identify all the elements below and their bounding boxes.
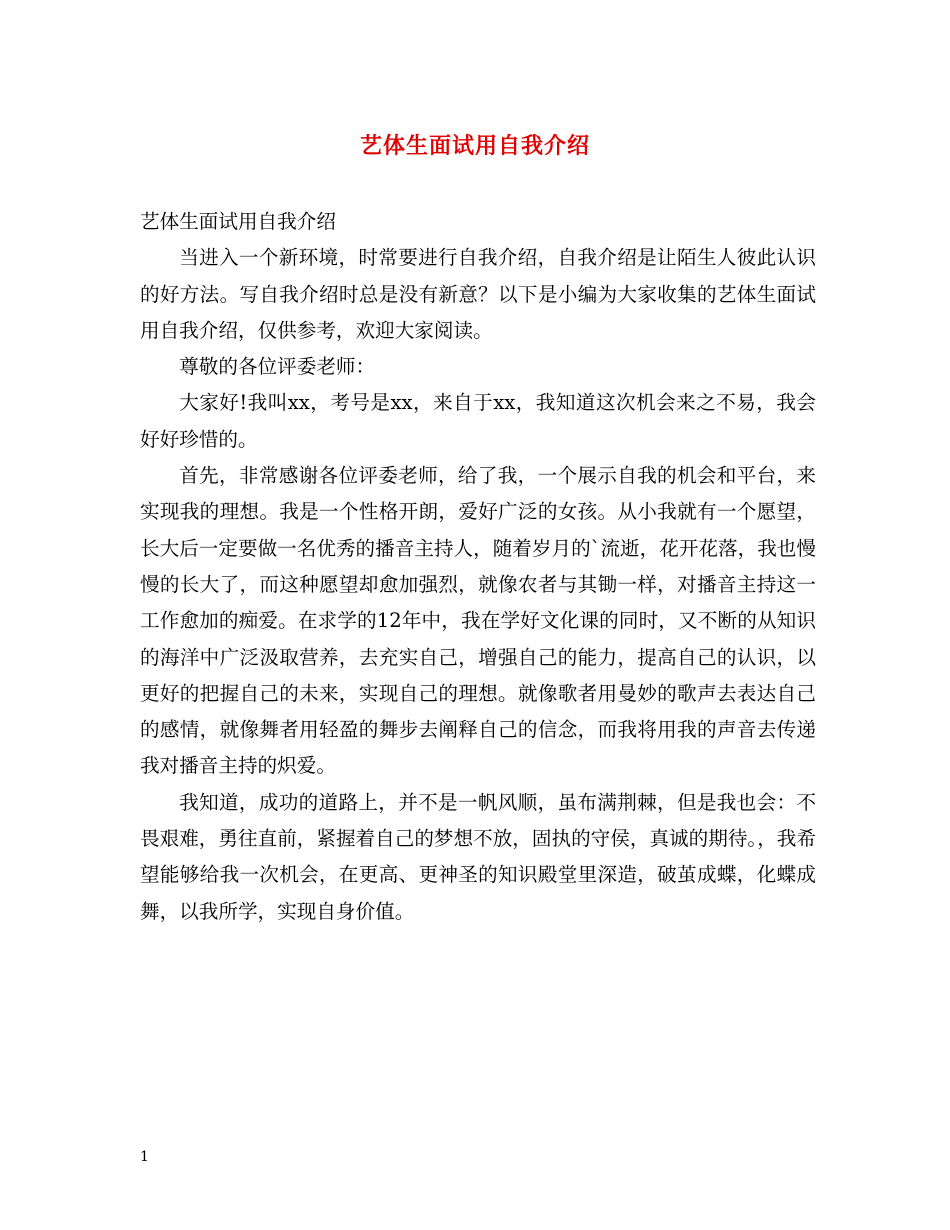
document-title: 艺体生面试用自我介绍	[359, 134, 590, 159]
paragraph-salutation: 尊敬的各位评委老师：	[179, 355, 376, 379]
paragraph-intro: 当进入一个新环境，时常要进行自我介绍，自我介绍是让陌生人彼此认识的好方法。写自我介绍时总是没有新意？以下是小编为大家收集的艺体生面试用自我介绍，仅供参考，欢迎大家阅读。	[140, 246, 816, 342]
paragraph-main: 首先，非常感谢各位评委老师，给了我，一个展示自我的机会和平台，来实现我的理想。我是一个性格开朗，爱好广泛的女孩。从小我就有一个愿望，长大后一定要做一名优秀的播音主持人，随着岁月的`流逝，花开花落，我也慢慢的长大了，而这种愿望却愈加强烈，就像农者与其锄一样，对播音主持这一工作愈加的痴爱。在求学的12年中，我在学好文化课的同时，又不断的从知识的海洋中广泛汲取营养，去充实自己，增强自己的能力，提高自己的认识，以更好的把握自己的未来，实现自己的理想。就像歌者用曼妙的歌声去表达自己的感情，就像舞者用轻盈的舞步去阐释自己的信念，而我将用我的声音去传递我对播音主持的炽爱。	[140, 464, 816, 778]
body-heading: 艺体生面试用自我介绍	[140, 210, 336, 233]
paragraph-greeting: 大家好!我叫xx，考号是xx，来自于xx，我知道这次机会来之不易，我会好好珍惜的。	[140, 391, 816, 451]
document-body	[140, 204, 816, 930]
paragraph-closing: 我知道，成功的道路上，并不是一帆风顺，虽布满荆棘，但是我也会：不畏艰难，勇往直前，紧握着自己的梦想不放，固执的守侯，真诚的期待。，我希望能够给我一次机会，在更高、更神圣的知识殿堂里深造，破茧成蝶，化蝶成舞，以我所学，实现自身价值。	[140, 790, 816, 923]
page-number: 1	[140, 1149, 149, 1165]
